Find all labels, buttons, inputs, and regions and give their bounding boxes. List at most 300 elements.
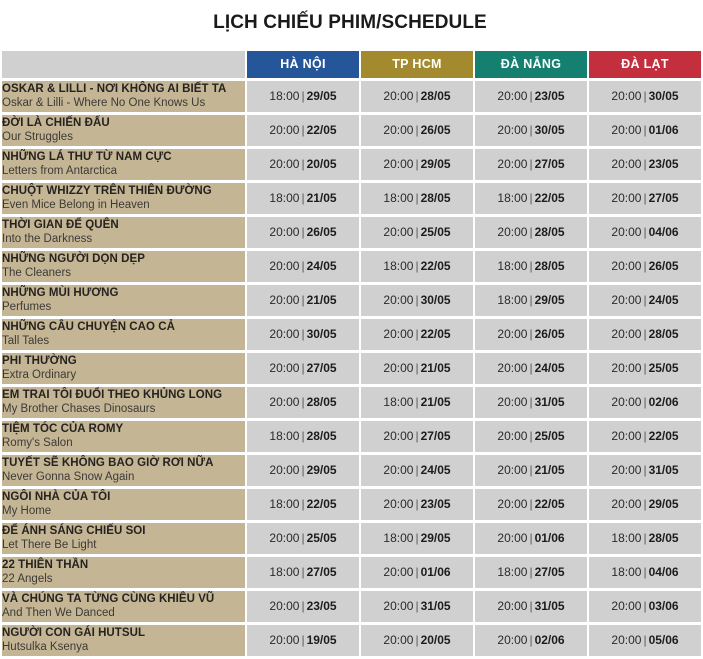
showtime-separator: | bbox=[415, 531, 419, 546]
showtime-cell[interactable] bbox=[247, 523, 359, 554]
film-title-cell[interactable] bbox=[2, 353, 245, 384]
showtime-cell[interactable] bbox=[475, 523, 587, 554]
showtime-time: 18:00 bbox=[497, 565, 528, 580]
showtime-time: 18:00 bbox=[269, 429, 300, 444]
film-title-vi: NHỮNG MÙI HƯƠNG bbox=[2, 287, 119, 300]
film-title-vi: TIỆM TÓC CỦA ROMY bbox=[2, 423, 124, 436]
film-title-cell[interactable] bbox=[2, 455, 245, 486]
showtime-cell[interactable] bbox=[361, 353, 473, 384]
film-title-vi: OSKAR & LILLI - NƠI KHÔNG AI BIẾT TA bbox=[2, 83, 227, 96]
showtime-separator: | bbox=[643, 599, 647, 614]
showtime-cell[interactable] bbox=[589, 387, 701, 418]
showtime-separator: | bbox=[529, 361, 533, 376]
showtime-separator: | bbox=[301, 429, 305, 444]
showtime-cell[interactable] bbox=[475, 217, 587, 248]
showtime-time: 20:00 bbox=[611, 225, 642, 240]
showtime-cell[interactable] bbox=[361, 387, 473, 418]
table-row[interactable] bbox=[2, 115, 701, 146]
showtime-time: 20:00 bbox=[611, 497, 642, 512]
showtime-cell[interactable] bbox=[247, 183, 359, 214]
showtime-cell[interactable] bbox=[589, 421, 701, 452]
showtime-separator: | bbox=[529, 191, 533, 206]
showtime-cell[interactable] bbox=[475, 81, 587, 112]
showtime-date: 24/05 bbox=[420, 463, 451, 478]
showtime-cell[interactable] bbox=[361, 81, 473, 112]
table-row[interactable] bbox=[2, 387, 701, 418]
showtime-date: 28/05 bbox=[648, 531, 679, 546]
film-title-cell[interactable] bbox=[2, 489, 245, 520]
showtime-cell[interactable] bbox=[475, 557, 587, 588]
showtime-time: 20:00 bbox=[383, 89, 414, 104]
showtime-date: 01/06 bbox=[648, 123, 679, 138]
showtime-time: 20:00 bbox=[269, 599, 300, 614]
showtime-date: 24/05 bbox=[306, 259, 337, 274]
showtime-time: 20:00 bbox=[497, 157, 528, 172]
showtime-time: 20:00 bbox=[497, 429, 528, 444]
showtime-date: 25/05 bbox=[534, 429, 565, 444]
showtime-date: 31/05 bbox=[534, 599, 565, 614]
showtime-date: 22/05 bbox=[420, 259, 451, 274]
showtime-separator: | bbox=[301, 327, 305, 342]
table-row[interactable] bbox=[2, 489, 701, 520]
showtime-time: 20:00 bbox=[269, 123, 300, 138]
showtime-cell[interactable] bbox=[475, 183, 587, 214]
showtime-date: 20/05 bbox=[420, 633, 451, 648]
film-title-cell[interactable] bbox=[2, 81, 245, 112]
showtime-date: 02/06 bbox=[534, 633, 565, 648]
film-title-cell[interactable] bbox=[2, 387, 245, 418]
showtime-separator: | bbox=[301, 633, 305, 648]
showtime-cell[interactable] bbox=[589, 251, 701, 282]
showtime-separator: | bbox=[643, 327, 647, 342]
film-title-en: Romy's Salon bbox=[2, 437, 73, 450]
showtime-time: 20:00 bbox=[269, 259, 300, 274]
showtime-date: 29/05 bbox=[420, 531, 451, 546]
showtime-cell[interactable] bbox=[247, 489, 359, 520]
showtime-separator: | bbox=[415, 259, 419, 274]
showtime-separator: | bbox=[301, 463, 305, 478]
showtime-separator: | bbox=[415, 157, 419, 172]
showtime-cell[interactable] bbox=[247, 319, 359, 350]
showtime-cell[interactable] bbox=[589, 523, 701, 554]
showtime-cell[interactable] bbox=[475, 319, 587, 350]
film-title-cell[interactable] bbox=[2, 251, 245, 282]
showtime-time: 20:00 bbox=[383, 123, 414, 138]
film-title-en: The Cleaners bbox=[2, 267, 72, 280]
showtime-date: 31/05 bbox=[648, 463, 679, 478]
showtime-time: 20:00 bbox=[269, 327, 300, 342]
showtime-separator: | bbox=[415, 565, 419, 580]
showtime-time: 20:00 bbox=[611, 463, 642, 478]
showtime-separator: | bbox=[529, 497, 533, 512]
showtime-date: 21/05 bbox=[420, 395, 451, 410]
showtime-cell[interactable] bbox=[361, 557, 473, 588]
showtime-cell[interactable] bbox=[247, 81, 359, 112]
showtime-time: 20:00 bbox=[269, 531, 300, 546]
showtime-date: 22/05 bbox=[306, 497, 337, 512]
showtime-date: 04/06 bbox=[648, 225, 679, 240]
showtime-separator: | bbox=[643, 429, 647, 444]
film-title-en: Letters from Antarctica bbox=[2, 165, 118, 178]
showtime-separator: | bbox=[415, 599, 419, 614]
showtime-date: 01/06 bbox=[534, 531, 565, 546]
showtime-date: 21/05 bbox=[306, 191, 337, 206]
showtime-cell[interactable] bbox=[475, 387, 587, 418]
table-row[interactable] bbox=[2, 183, 701, 214]
showtime-cell[interactable] bbox=[589, 183, 701, 214]
film-title-cell[interactable] bbox=[2, 319, 245, 350]
showtime-separator: | bbox=[529, 599, 533, 614]
showtime-separator: | bbox=[529, 531, 533, 546]
showtime-cell[interactable] bbox=[361, 489, 473, 520]
showtime-separator: | bbox=[301, 531, 305, 546]
table-row[interactable] bbox=[2, 523, 701, 554]
showtime-separator: | bbox=[415, 293, 419, 308]
showtime-cell[interactable] bbox=[589, 557, 701, 588]
showtime-cell[interactable] bbox=[247, 251, 359, 282]
showtime-date: 05/06 bbox=[648, 633, 679, 648]
header-cell-city-dalat[interactable]: ĐÀ LẠT bbox=[589, 51, 701, 78]
header-cell-city-tphcm[interactable]: TP HCM bbox=[361, 51, 473, 78]
showtime-date: 22/05 bbox=[534, 497, 565, 512]
showtime-cell[interactable] bbox=[247, 285, 359, 316]
showtime-separator: | bbox=[529, 225, 533, 240]
film-title-en: Never Gonna Snow Again bbox=[2, 471, 135, 484]
showtime-time: 18:00 bbox=[383, 191, 414, 206]
showtime-separator: | bbox=[415, 633, 419, 648]
showtime-date: 28/05 bbox=[420, 89, 451, 104]
film-title-vi: NHỮNG NGƯỜI DỌN DẸP bbox=[2, 253, 145, 266]
table-row[interactable] bbox=[2, 353, 701, 384]
showtime-separator: | bbox=[643, 633, 647, 648]
showtime-cell[interactable] bbox=[247, 625, 359, 656]
showtime-cell[interactable] bbox=[361, 285, 473, 316]
film-title-cell[interactable] bbox=[2, 591, 245, 622]
showtime-cell[interactable] bbox=[361, 421, 473, 452]
film-title-vi: NHỮNG LÁ THƯ TỪ NAM CỰC bbox=[2, 151, 172, 164]
showtime-date: 04/06 bbox=[648, 565, 679, 580]
showtime-cell[interactable] bbox=[589, 319, 701, 350]
table-row[interactable] bbox=[2, 251, 701, 282]
showtime-time: 20:00 bbox=[383, 565, 414, 580]
showtime-cell[interactable] bbox=[589, 285, 701, 316]
film-title-cell[interactable] bbox=[2, 285, 245, 316]
showtime-date: 26/05 bbox=[420, 123, 451, 138]
showtime-time: 20:00 bbox=[611, 157, 642, 172]
showtime-date: 28/05 bbox=[648, 327, 679, 342]
film-title-vi: 22 THIÊN THẦN bbox=[2, 559, 89, 572]
showtime-date: 23/05 bbox=[420, 497, 451, 512]
showtime-date: 29/05 bbox=[648, 497, 679, 512]
header-row bbox=[2, 51, 701, 78]
table-row[interactable] bbox=[2, 81, 701, 112]
showtime-separator: | bbox=[643, 89, 647, 104]
film-title-vi: NGƯỜI CON GÁI HUTSUL bbox=[2, 627, 146, 640]
showtime-date: 27/05 bbox=[306, 361, 337, 376]
showtime-cell[interactable] bbox=[475, 251, 587, 282]
showtime-cell[interactable] bbox=[247, 455, 359, 486]
showtime-separator: | bbox=[301, 259, 305, 274]
showtime-date: 30/05 bbox=[648, 89, 679, 104]
showtime-separator: | bbox=[643, 157, 647, 172]
film-title-cell[interactable] bbox=[2, 115, 245, 146]
showtime-separator: | bbox=[529, 463, 533, 478]
showtime-cell[interactable] bbox=[589, 149, 701, 180]
showtime-time: 20:00 bbox=[497, 395, 528, 410]
film-title-vi: CHUỘT WHIZZY TRÊN THIÊN ĐƯỜNG bbox=[2, 185, 212, 198]
schedule-table-head bbox=[2, 51, 701, 78]
schedule-table bbox=[0, 48, 703, 659]
page-title: LỊCH CHIẾU PHIM/SCHEDULE bbox=[213, 12, 487, 33]
showtime-separator: | bbox=[529, 395, 533, 410]
showtime-cell[interactable] bbox=[247, 115, 359, 146]
showtime-date: 31/05 bbox=[420, 599, 451, 614]
showtime-separator: | bbox=[529, 327, 533, 342]
showtime-time: 18:00 bbox=[269, 565, 300, 580]
showtime-date: 30/05 bbox=[420, 293, 451, 308]
showtime-cell[interactable] bbox=[475, 285, 587, 316]
showtime-separator: | bbox=[301, 123, 305, 138]
showtime-time: 18:00 bbox=[383, 531, 414, 546]
showtime-separator: | bbox=[415, 327, 419, 342]
showtime-separator: | bbox=[415, 429, 419, 444]
showtime-cell[interactable] bbox=[361, 523, 473, 554]
showtime-time: 20:00 bbox=[383, 497, 414, 512]
table-row[interactable] bbox=[2, 591, 701, 622]
showtime-separator: | bbox=[529, 429, 533, 444]
showtime-cell[interactable] bbox=[475, 591, 587, 622]
showtime-cell[interactable] bbox=[589, 625, 701, 656]
showtime-time: 20:00 bbox=[497, 531, 528, 546]
showtime-time: 20:00 bbox=[383, 293, 414, 308]
showtime-separator: | bbox=[301, 225, 305, 240]
table-row[interactable] bbox=[2, 421, 701, 452]
showtime-date: 23/05 bbox=[534, 89, 565, 104]
showtime-date: 25/05 bbox=[648, 361, 679, 376]
film-title-cell[interactable] bbox=[2, 625, 245, 656]
showtime-time: 20:00 bbox=[611, 633, 642, 648]
showtime-date: 26/05 bbox=[534, 327, 565, 342]
showtime-date: 30/05 bbox=[534, 123, 565, 138]
showtime-date: 22/05 bbox=[534, 191, 565, 206]
table-row[interactable] bbox=[2, 455, 701, 486]
showtime-separator: | bbox=[301, 191, 305, 206]
film-title-en: Extra Ordinary bbox=[2, 369, 77, 382]
showtime-date: 21/05 bbox=[306, 293, 337, 308]
showtime-cell[interactable] bbox=[247, 591, 359, 622]
showtime-separator: | bbox=[643, 497, 647, 512]
showtime-cell[interactable] bbox=[475, 455, 587, 486]
showtime-cell[interactable] bbox=[475, 625, 587, 656]
showtime-date: 26/05 bbox=[648, 259, 679, 274]
showtime-date: 25/05 bbox=[420, 225, 451, 240]
showtime-time: 20:00 bbox=[611, 191, 642, 206]
showtime-date: 28/05 bbox=[420, 191, 451, 206]
showtime-cell[interactable] bbox=[361, 591, 473, 622]
showtime-date: 28/05 bbox=[534, 225, 565, 240]
showtime-cell[interactable] bbox=[475, 115, 587, 146]
showtime-date: 21/05 bbox=[534, 463, 565, 478]
showtime-separator: | bbox=[415, 497, 419, 512]
header-cell-city-hanoi[interactable]: HÀ NỘI bbox=[247, 51, 359, 78]
film-title-en: Into the Darkness bbox=[2, 233, 93, 246]
film-title-en: Oskar & Lilli - Where No One Knows Us bbox=[2, 97, 206, 110]
showtime-separator: | bbox=[643, 565, 647, 580]
showtime-cell[interactable] bbox=[475, 421, 587, 452]
showtime-date: 27/05 bbox=[420, 429, 451, 444]
table-row[interactable] bbox=[2, 217, 701, 248]
showtime-time: 20:00 bbox=[497, 599, 528, 614]
film-title-vi: EM TRAI TÔI ĐUỔI THEO KHỦNG LONG bbox=[2, 389, 223, 402]
showtime-cell[interactable] bbox=[247, 217, 359, 248]
showtime-separator: | bbox=[643, 225, 647, 240]
showtime-cell[interactable] bbox=[589, 81, 701, 112]
showtime-separator: | bbox=[529, 259, 533, 274]
table-row[interactable] bbox=[2, 557, 701, 588]
showtime-cell[interactable] bbox=[589, 115, 701, 146]
showtime-date: 29/05 bbox=[306, 89, 337, 104]
showtime-separator: | bbox=[643, 361, 647, 376]
showtime-cell[interactable] bbox=[247, 149, 359, 180]
showtime-date: 03/06 bbox=[648, 599, 679, 614]
film-title-en: Even Mice Belong in Heaven bbox=[2, 199, 150, 212]
showtime-date: 25/05 bbox=[306, 531, 337, 546]
showtime-cell[interactable] bbox=[361, 115, 473, 146]
showtime-separator: | bbox=[643, 191, 647, 206]
table-row[interactable] bbox=[2, 319, 701, 350]
film-title-vi: TUYẾT SẼ KHÔNG BAO GIỜ RƠI NỮA bbox=[2, 457, 214, 470]
showtime-separator: | bbox=[529, 293, 533, 308]
showtime-cell[interactable] bbox=[361, 319, 473, 350]
showtime-separator: | bbox=[301, 89, 305, 104]
film-title-vi: ĐỂ ÁNH SÁNG CHIẾU SOI bbox=[2, 525, 146, 538]
showtime-time: 20:00 bbox=[611, 259, 642, 274]
table-row[interactable] bbox=[2, 625, 701, 656]
showtime-time: 20:00 bbox=[269, 395, 300, 410]
showtime-cell[interactable] bbox=[361, 625, 473, 656]
showtime-cell[interactable] bbox=[589, 489, 701, 520]
showtime-date: 28/05 bbox=[306, 395, 337, 410]
showtime-time: 20:00 bbox=[383, 633, 414, 648]
showtime-separator: | bbox=[643, 293, 647, 308]
showtime-separator: | bbox=[415, 191, 419, 206]
showtime-separator: | bbox=[301, 395, 305, 410]
showtime-time: 18:00 bbox=[383, 259, 414, 274]
film-title-cell[interactable] bbox=[2, 557, 245, 588]
film-title-cell[interactable] bbox=[2, 523, 245, 554]
showtime-time: 18:00 bbox=[269, 497, 300, 512]
showtime-time: 20:00 bbox=[269, 293, 300, 308]
showtime-time: 20:00 bbox=[383, 429, 414, 444]
film-title-en: My Home bbox=[2, 505, 52, 518]
showtime-time: 20:00 bbox=[611, 89, 642, 104]
showtime-separator: | bbox=[415, 123, 419, 138]
showtime-separator: | bbox=[529, 89, 533, 104]
showtime-separator: | bbox=[643, 123, 647, 138]
film-title-en: And Then We Danced bbox=[2, 607, 115, 620]
showtime-date: 23/05 bbox=[306, 599, 337, 614]
film-title-vi: THỜI GIAN ĐỂ QUÊN bbox=[2, 219, 119, 232]
showtime-date: 22/05 bbox=[306, 123, 337, 138]
film-title-cell[interactable] bbox=[2, 149, 245, 180]
showtime-time: 18:00 bbox=[611, 565, 642, 580]
showtime-separator: | bbox=[415, 361, 419, 376]
showtime-separator: | bbox=[415, 395, 419, 410]
showtime-separator: | bbox=[415, 463, 419, 478]
showtime-cell[interactable] bbox=[589, 591, 701, 622]
showtime-separator: | bbox=[301, 361, 305, 376]
showtime-cell[interactable] bbox=[247, 421, 359, 452]
showtime-time: 20:00 bbox=[383, 361, 414, 376]
showtime-separator: | bbox=[415, 89, 419, 104]
showtime-date: 27/05 bbox=[534, 157, 565, 172]
showtime-time: 18:00 bbox=[497, 191, 528, 206]
showtime-cell[interactable] bbox=[589, 353, 701, 384]
film-title-cell[interactable] bbox=[2, 217, 245, 248]
showtime-cell[interactable] bbox=[475, 489, 587, 520]
showtime-cell[interactable] bbox=[361, 251, 473, 282]
showtime-date: 22/05 bbox=[420, 327, 451, 342]
showtime-time: 20:00 bbox=[383, 599, 414, 614]
showtime-separator: | bbox=[301, 599, 305, 614]
showtime-separator: | bbox=[643, 463, 647, 478]
showtime-date: 28/05 bbox=[306, 429, 337, 444]
showtime-cell[interactable] bbox=[361, 455, 473, 486]
showtime-date: 27/05 bbox=[306, 565, 337, 580]
showtime-cell[interactable] bbox=[475, 353, 587, 384]
table-row[interactable] bbox=[2, 149, 701, 180]
showtime-time: 20:00 bbox=[497, 463, 528, 478]
showtime-date: 26/05 bbox=[306, 225, 337, 240]
showtime-time: 20:00 bbox=[269, 633, 300, 648]
showtime-time: 20:00 bbox=[611, 123, 642, 138]
showtime-time: 20:00 bbox=[611, 361, 642, 376]
showtime-cell[interactable] bbox=[361, 149, 473, 180]
showtime-time: 20:00 bbox=[383, 463, 414, 478]
film-title-vi: VÀ CHÚNG TA TỪNG CÙNG KHIÊU VŨ bbox=[2, 593, 215, 606]
showtime-time: 20:00 bbox=[383, 157, 414, 172]
header-cell-city-danang[interactable]: ĐÀ NẴNG bbox=[475, 51, 587, 78]
showtime-date: 01/06 bbox=[420, 565, 451, 580]
showtime-separator: | bbox=[301, 157, 305, 172]
showtime-time: 20:00 bbox=[497, 361, 528, 376]
showtime-cell[interactable] bbox=[247, 353, 359, 384]
film-title-cell[interactable] bbox=[2, 183, 245, 214]
showtime-time: 20:00 bbox=[497, 497, 528, 512]
schedule-table-body bbox=[2, 81, 701, 656]
showtime-cell[interactable] bbox=[361, 217, 473, 248]
showtime-time: 18:00 bbox=[269, 89, 300, 104]
showtime-cell[interactable] bbox=[361, 183, 473, 214]
showtime-date: 31/05 bbox=[534, 395, 565, 410]
showtime-date: 30/05 bbox=[306, 327, 337, 342]
film-title-en: 22 Angels bbox=[2, 573, 53, 586]
film-title-en: Let There Be Light bbox=[2, 539, 97, 552]
table-row[interactable] bbox=[2, 285, 701, 316]
showtime-cell[interactable] bbox=[247, 557, 359, 588]
showtime-time: 18:00 bbox=[383, 395, 414, 410]
showtime-date: 27/05 bbox=[534, 565, 565, 580]
showtime-separator: | bbox=[301, 293, 305, 308]
film-title-cell[interactable] bbox=[2, 421, 245, 452]
showtime-date: 21/05 bbox=[420, 361, 451, 376]
showtime-time: 20:00 bbox=[269, 463, 300, 478]
showtime-separator: | bbox=[643, 531, 647, 546]
showtime-cell[interactable] bbox=[247, 387, 359, 418]
showtime-cell[interactable] bbox=[589, 455, 701, 486]
showtime-cell[interactable] bbox=[475, 149, 587, 180]
showtime-cell[interactable] bbox=[589, 217, 701, 248]
